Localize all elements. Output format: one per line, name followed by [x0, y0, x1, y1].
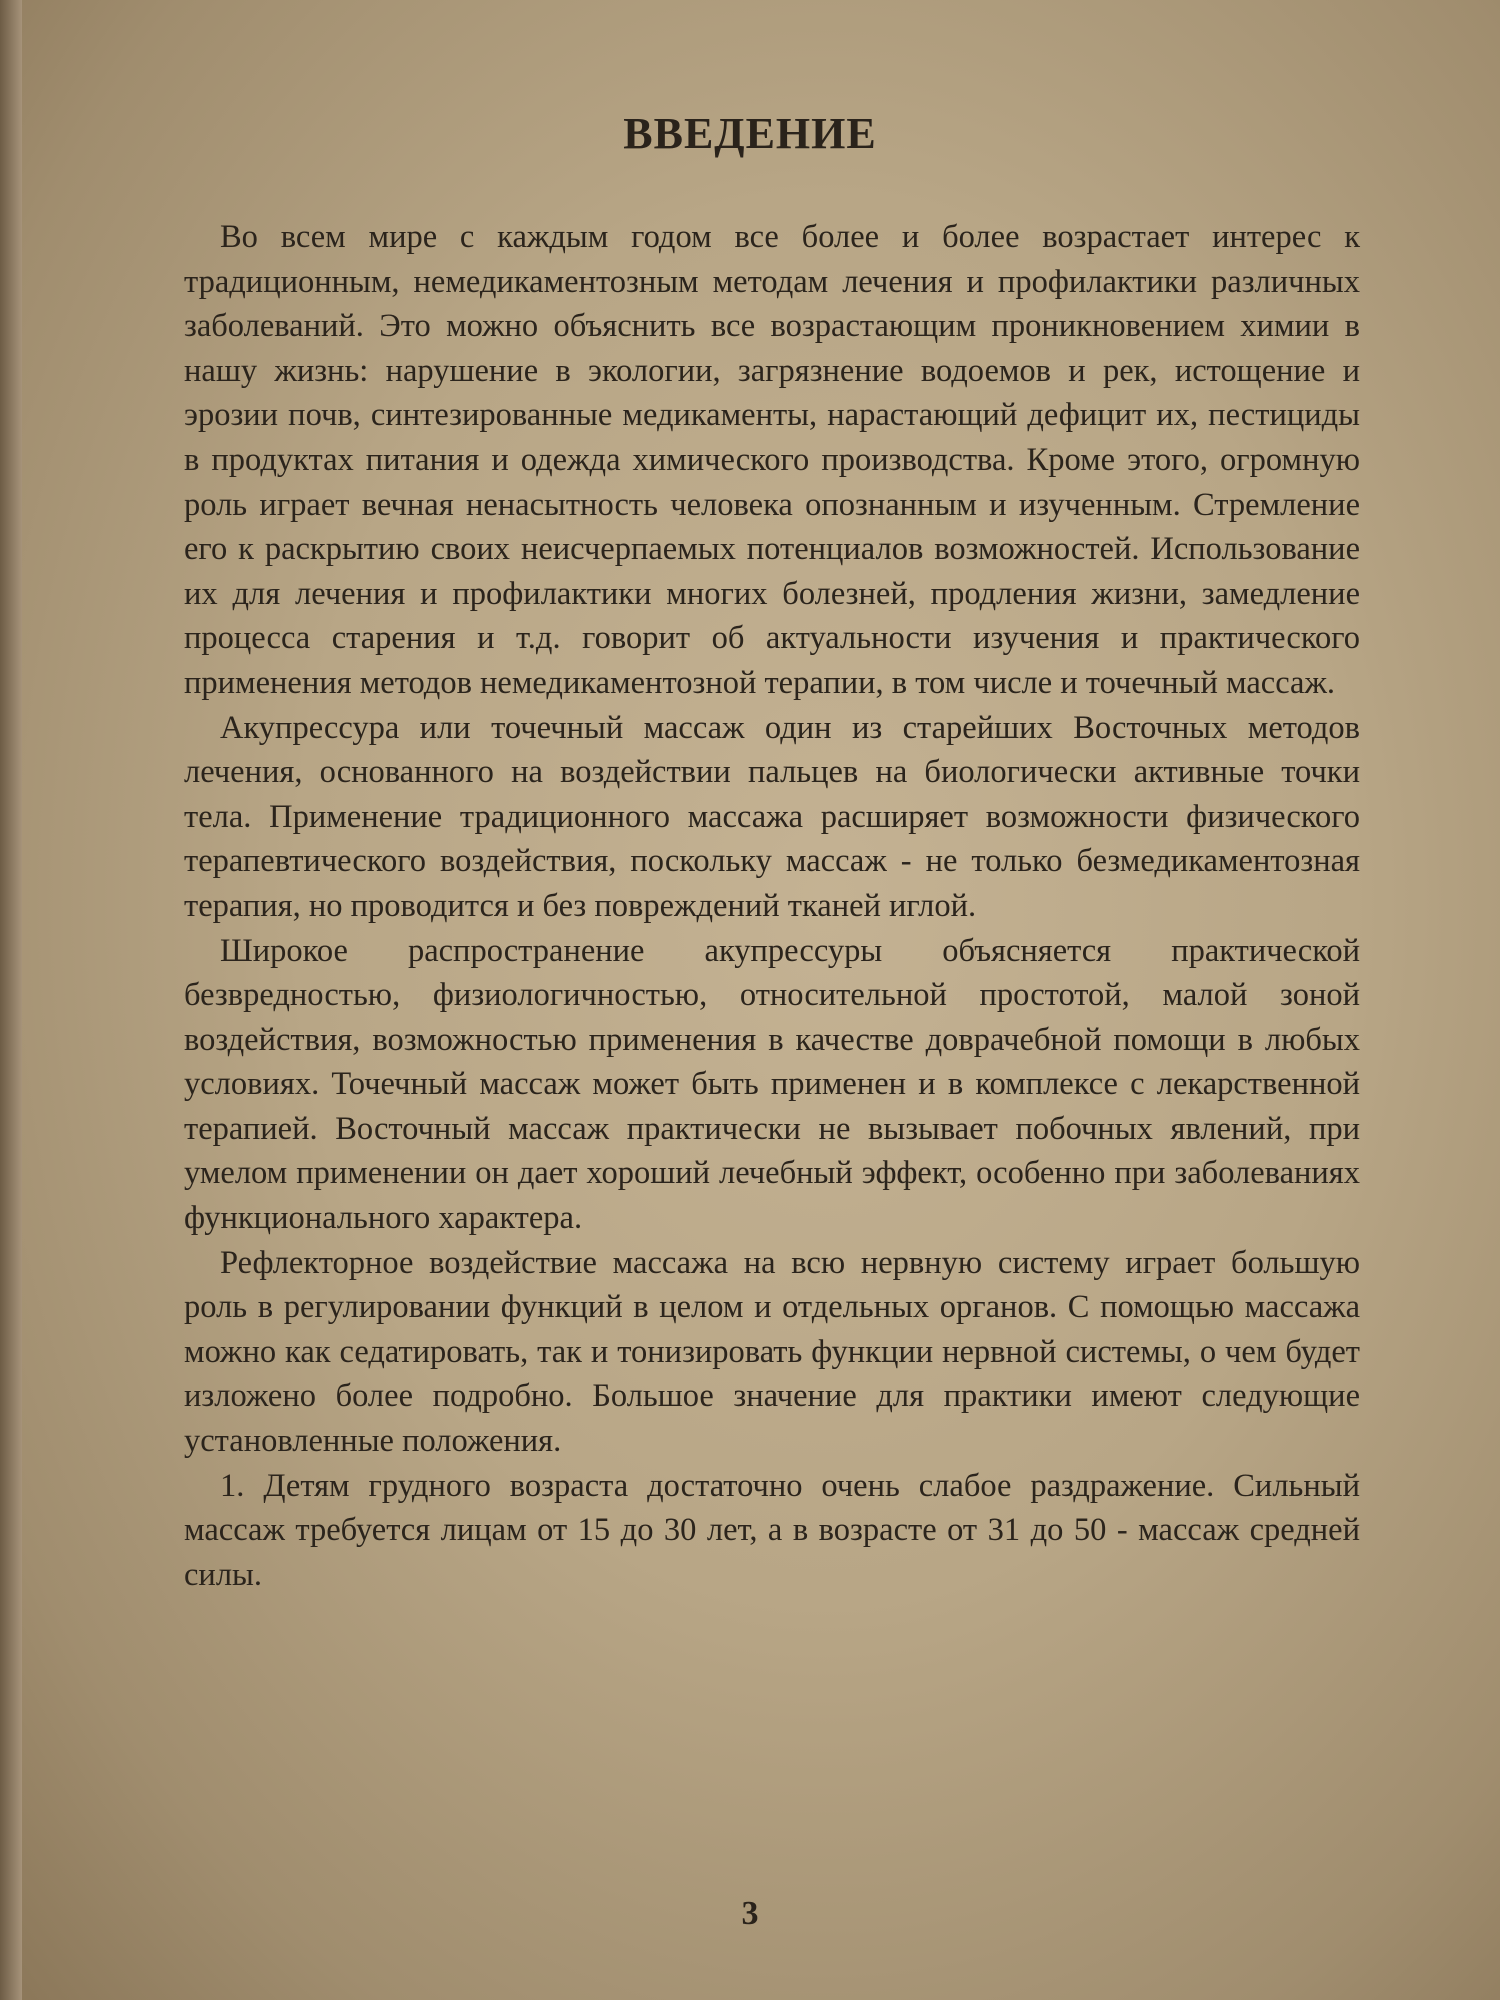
page-number: 3	[741, 1895, 759, 1932]
page-title: ВВЕДЕНИЕ	[623, 109, 877, 158]
paragraph-5: 1. Детям грудного возраста достаточно очень слабое раздражение. Сильный массаж требуется лицам от 15 до 30 лет, а в возрасте от 31 до 50 - массаж средней силы.	[184, 1467, 1360, 1593]
paragraph-2: Акупрессура или точечный массаж один из старейших Восточных методов лечения, основанного на воздействии пальцев на биологически активные точки тела. Применение традиционного массажа расширяет возможности физического терапевтического воздействия, поскольку массаж - не только безмедикаментозная терапия, но проводится и без повреждений тканей иглой.	[184, 709, 1360, 924]
paragraph-1: Во всем мире с каждым годом все более и более возрастает интерес к традиционным, немедикаментозным методам лечения и профилактики различных заболеваний. Это можно объяснить все возрастающим проникновением химии в нашу жизнь: нарушение в экологии, загрязнение водоемов и рек, истощение и эрозии почв, синтезированные медикаменты, нарастающий дефицит их, пестициды в продуктах питания и одежда химического производства. Кроме этого, огромную роль играет вечная ненасытность человека опознанным и изученным. Стремление его к раскрытию своих неисчерпаемых потенциалов возможностей. Использование их для лечения и профилактики многих болезней, продления жизни, замедление процесса старения и т.д. говорит об актуальности изучения и практического применения методов немедикаментозной терапии, в том числе и точечный массаж.	[184, 219, 1360, 701]
body-text	[184, 215, 1360, 1597]
paragraph-4: Рефлекторное воздействие массажа на всю нервную систему играет большую роль в регулировании функций в целом и отдельных органов. С помощью массажа можно как седатировать, так и тонизировать функции нервной системы, о чем будет изложено более подробно. Большое значение для практики имеют следующие установленные положения.	[184, 1244, 1360, 1460]
page-binding-edge	[0, 0, 22, 2000]
paragraph-3: Широкое распространение акупрессуры объясняется практической безвредностью, физиологичностью, относительной простотой, малой зоной воздействия, возможностью применения в качестве доврачебной помощи в любых условиях. Точечный массаж может быть применен и в комплексе с лекарственной терапией. Восточный массаж практически не вызывает побочных явлений, при умелом применении он дает хороший лечебный эффект, особенно при заболеваниях функционального характера.	[184, 932, 1360, 1237]
